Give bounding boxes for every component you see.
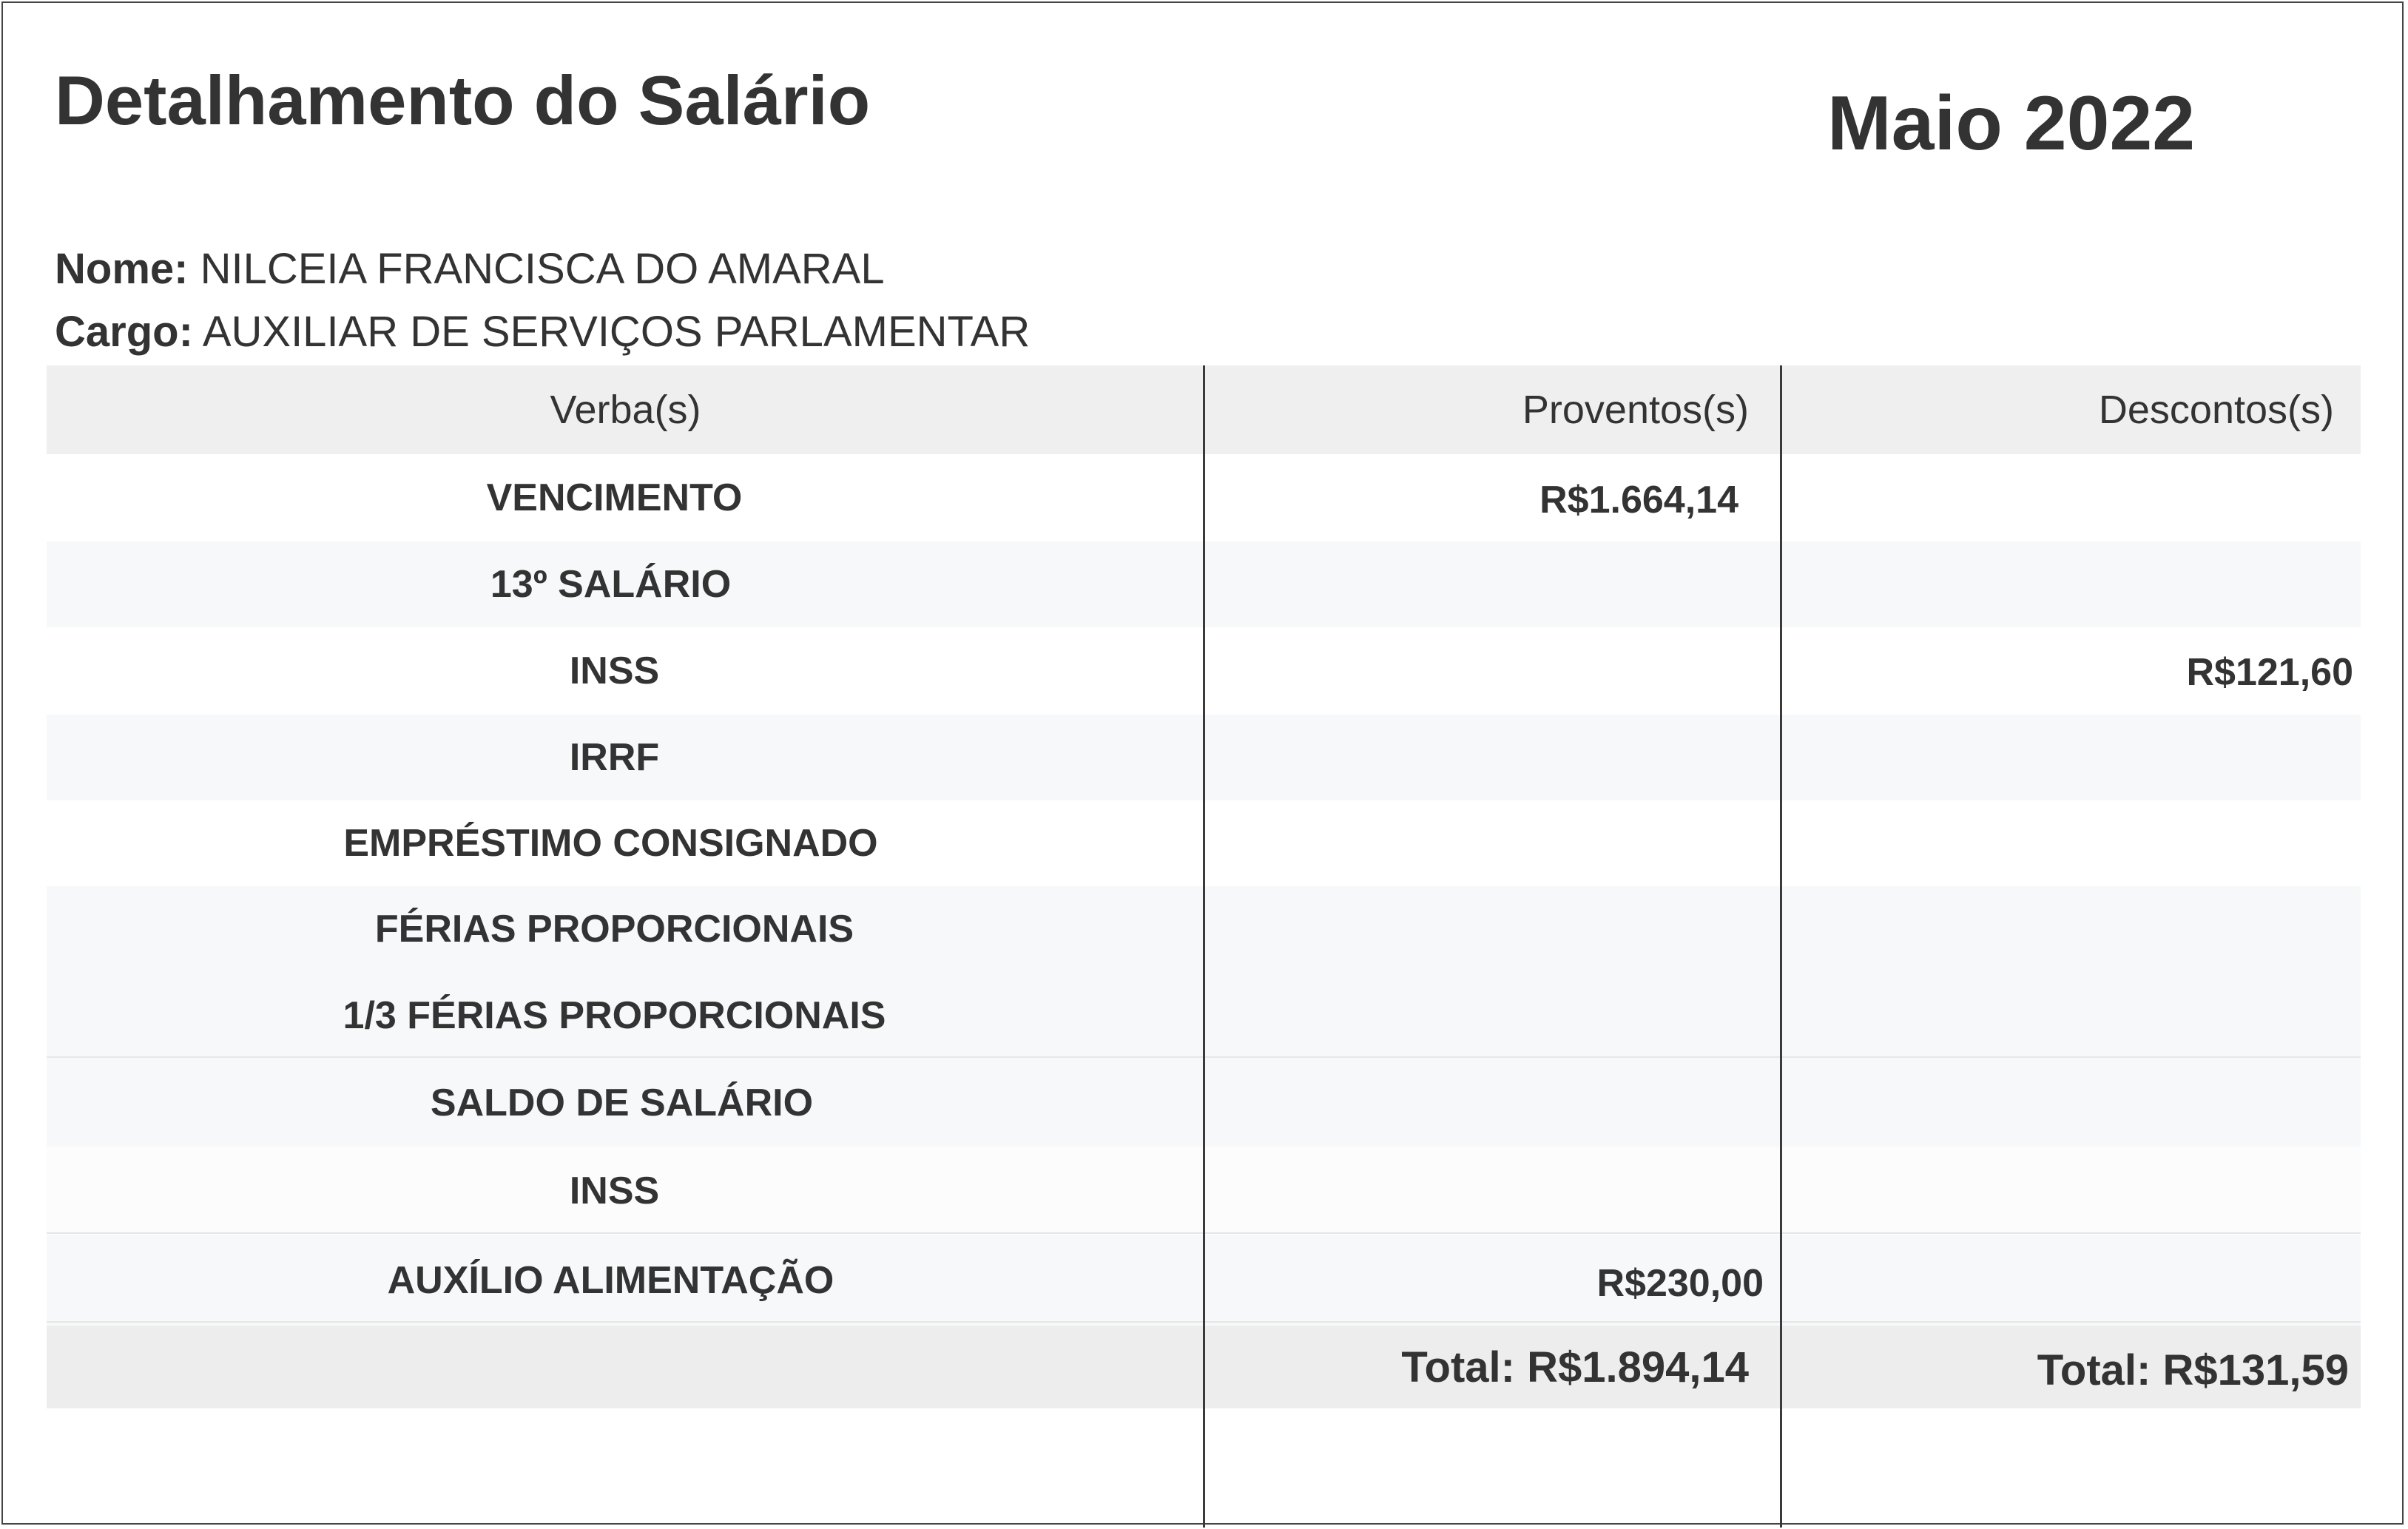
total-proventos: Total: R$1.894,14 [1401, 1343, 1749, 1391]
verba-cell: INSS [569, 649, 660, 692]
descontos-cell [1781, 1235, 2361, 1326]
proventos-cell [1204, 972, 1781, 1059]
descontos-cell [1781, 454, 2361, 541]
descontos-cell [1781, 1059, 2361, 1147]
descontos-cell [1781, 886, 2361, 972]
proventos-cell [1204, 1059, 1781, 1147]
proventos-cell [1204, 886, 1781, 972]
proventos-cell: R$230,00 [1596, 1262, 1764, 1305]
employee-name: NILCEIA FRANCISCA DO AMARAL [200, 245, 885, 293]
descontos-cell [1781, 800, 2361, 886]
employee-name-line [55, 244, 885, 294]
descontos-cell [1781, 715, 2361, 800]
column-header-verba: Verba(s) [550, 388, 701, 432]
total-descontos: Total: R$131,59 [2037, 1346, 2349, 1394]
proventos-cell [1204, 541, 1781, 627]
verba-cell: IRRF [569, 736, 660, 779]
proventos-cell: R$1.664,14 [1539, 479, 1738, 522]
employee-role-line [55, 307, 1030, 357]
verba-cell: 13º SALÁRIO [490, 563, 732, 606]
descontos-cell [1781, 972, 2361, 1059]
name-label: Nome: [55, 245, 189, 293]
period-label: Maio 2022 [1827, 81, 2196, 166]
verba-cell: 1/3 FÉRIAS PROPORCIONAIS [343, 994, 886, 1037]
column-header-proventos: Proventos(s) [1522, 388, 1749, 432]
verba-cell: SALDO DE SALÁRIO [430, 1081, 814, 1124]
column-divider [1203, 365, 1205, 1528]
employee-role: AUXILIAR DE SERVIÇOS PARLAMENTAR [202, 308, 1031, 356]
proventos-cell [1204, 627, 1781, 715]
descontos-cell [1781, 541, 2361, 627]
verba-cell: VENCIMENTO [486, 476, 743, 519]
verba-cell: AUXÍLIO ALIMENTAÇÃO [387, 1259, 834, 1302]
role-label: Cargo: [55, 308, 193, 356]
proventos-cell [1204, 715, 1781, 800]
verba-cell: INSS [569, 1169, 660, 1212]
descontos-cell [1781, 1147, 2361, 1235]
column-header-descontos: Descontos(s) [2098, 388, 2334, 432]
column-divider [1780, 365, 1782, 1528]
verba-cell: FÉRIAS PROPORCIONAIS [374, 908, 854, 951]
verba-cell: EMPRÉSTIMO CONSIGNADO [343, 822, 878, 865]
total-label-cell [47, 1326, 1204, 1408]
descontos-cell: R$121,60 [2186, 651, 2353, 694]
page-title: Detalhamento do Salário [55, 61, 871, 139]
proventos-cell [1204, 1147, 1781, 1235]
proventos-cell [1204, 800, 1781, 886]
